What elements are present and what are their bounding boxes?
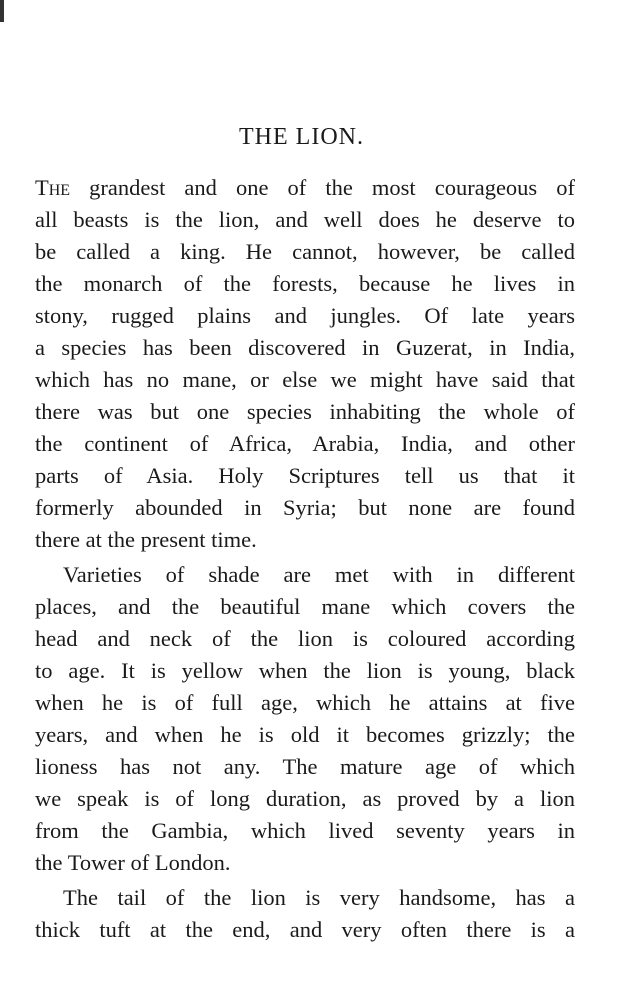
paragraph-3 [35, 882, 575, 946]
chapter-title: THE LION. [239, 124, 364, 150]
text-line: a species has been discovered in Guzerat, in India, [35, 335, 575, 360]
lead-word: The [35, 175, 71, 200]
body-text [35, 172, 575, 946]
text-line: which has no mane, or else we might have said that [35, 367, 575, 392]
text-line: we speak is of long duration, as proved by a lion [35, 786, 575, 811]
text-line: Varieties of shade are met with in different [63, 562, 575, 587]
text-line: when he is of full age, which he attains at five [35, 690, 575, 715]
paragraph-1 [35, 172, 575, 556]
text-line: places, and the beautiful mane which covers the [35, 594, 575, 619]
text-line: there at the present time. [35, 527, 257, 552]
text-line [35, 172, 575, 204]
text-line-content: grandest and one of the most courageous of [70, 175, 575, 200]
text-line: head and neck of the lion is coloured according [35, 626, 575, 651]
text-line: to age. It is yellow when the lion is young, black [35, 658, 575, 683]
page-edge-mark [0, 0, 4, 22]
text-line: parts of Asia. Holy Scriptures tell us that it [35, 463, 575, 488]
text-line: stony, rugged plains and jungles. Of late years [35, 303, 575, 328]
text-line: the continent of Africa, Arabia, India, and other [35, 431, 575, 456]
text-line: thick tuft at the end, and very often there is a [35, 917, 575, 942]
text-line: years, and when he is old it becomes grizzly; the [35, 722, 575, 747]
text-line: The tail of the lion is very handsome, has a [63, 885, 575, 910]
text-line: formerly abounded in Syria; but none are found [35, 495, 575, 520]
text-line: from the Gambia, which lived seventy years in [35, 818, 575, 843]
text-line: the monarch of the forests, because he lives in [35, 271, 575, 296]
text-line: the Tower of London. [35, 850, 231, 875]
text-line: all beasts is the lion, and well does he deserve to [35, 207, 575, 232]
text-line: lioness has not any. The mature age of which [35, 754, 575, 779]
text-line: there was but one species inhabiting the whole of [35, 399, 575, 424]
text-line: be called a king. He cannot, however, be called [35, 239, 575, 264]
paragraph-2 [35, 559, 575, 879]
